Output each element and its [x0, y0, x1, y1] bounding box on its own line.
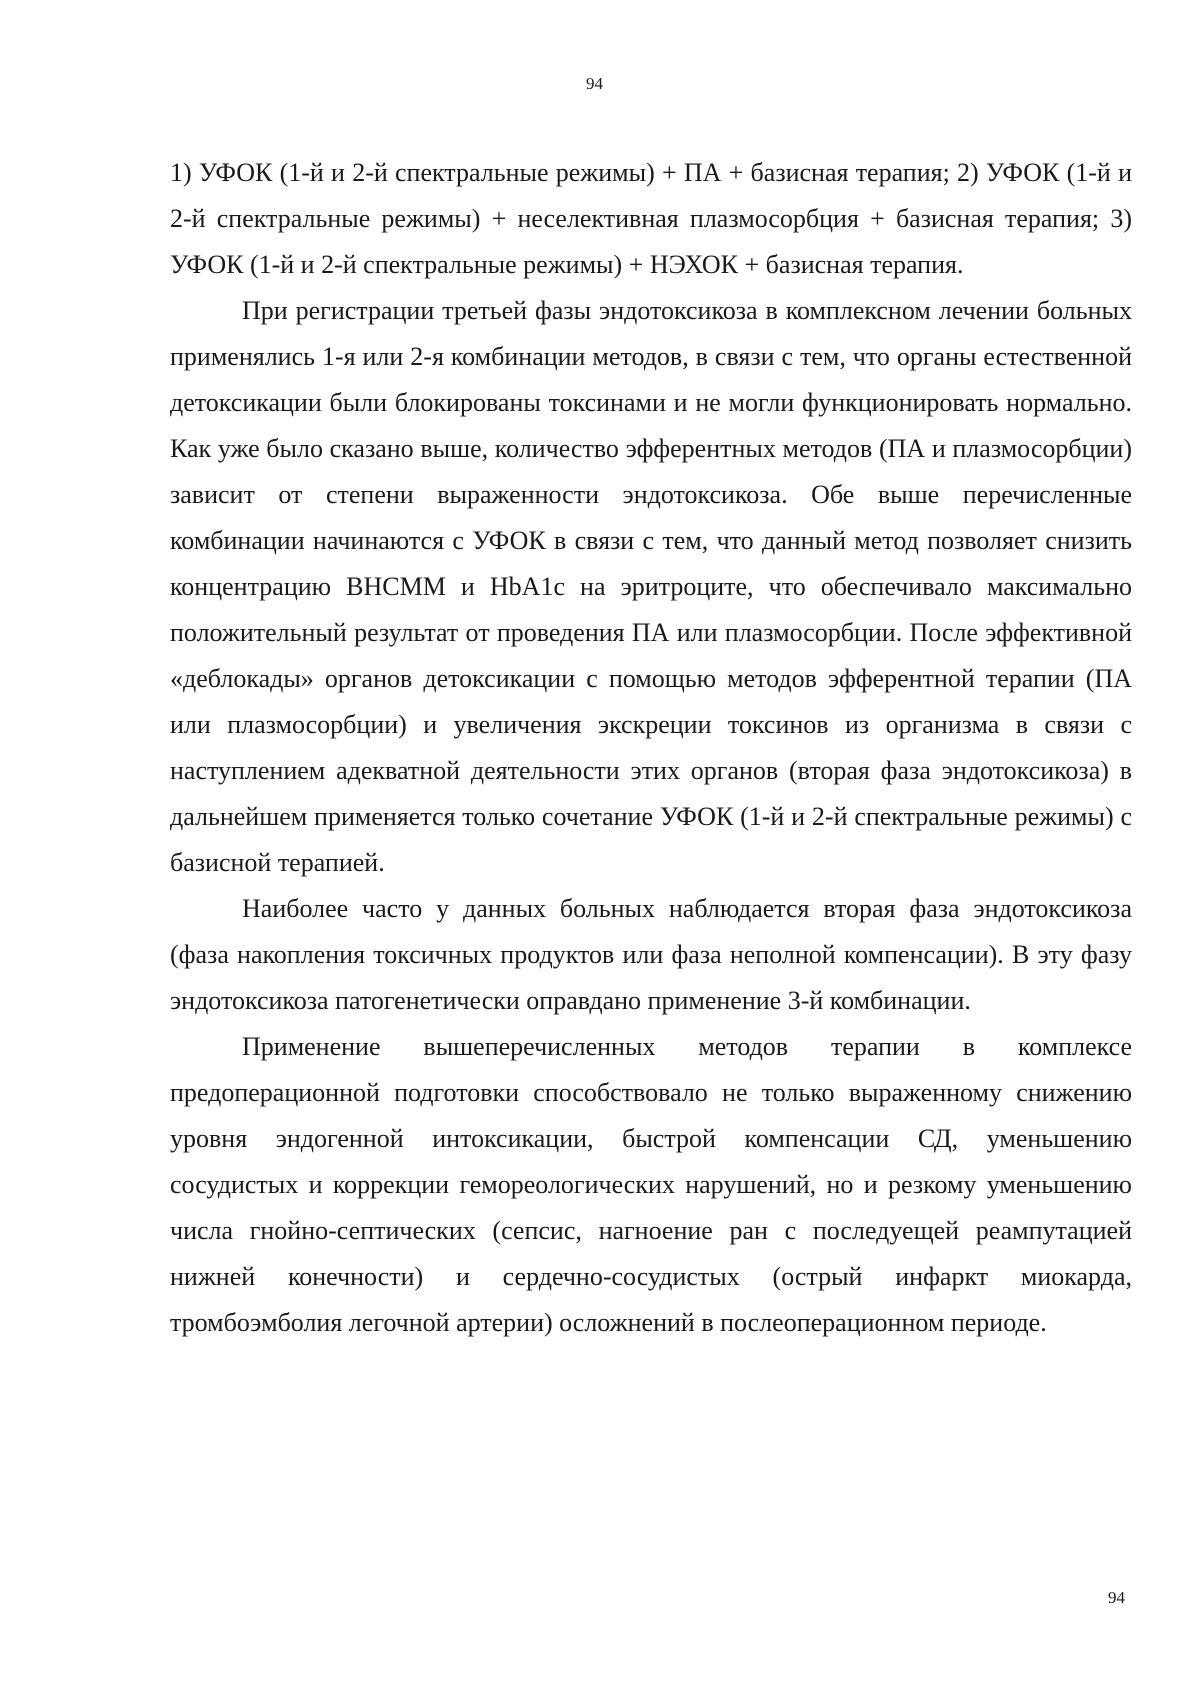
document-body [170, 150, 1132, 1346]
paragraph-3: Наиболее часто у данных больных наблюдается вторая фаза эндотоксикоза (фаза накопления токсичных продуктов или фаза неполной компенсации). В эту фазу эндотоксикоза патогенетически оправдано применение 3-й комбинации. [170, 894, 1132, 1015]
paragraph-2: При регистрации третьей фазы эндотоксикоза в комплексном лечении больных применялись 1-я или 2-я комбинации методов, в связи с тем, что органы естественной детоксикации были блокированы токсинами и не могли функционировать нормально. Как уже было сказано выше, количество эфферентных методов (ПА и плазмосорбции) зависит от степени выраженности эндотоксикоза. Обе выше перечисленные комбинации начинаются с УФОК в связи с тем, что данный метод позволяет снизить концентрацию ВНСММ и HbA1c на эритроците, что обеспечивало максимально положительный результат от проведения ПА или плазмосорбции. После эффективной «деблокады» органов детоксикации с помощью методов эфферентной терапии (ПА или плазмосорбции) и увеличения экскреции токсинов из организма в связи с наступлением адекватной деятельности этих органов (вторая фаза эндотоксикоза) в дальнейшем применяется только сочетание УФОК (1-й и 2-й спектральные режимы) с базисной терапией. [170, 296, 1132, 877]
paragraph-1: 1) УФОК (1-й и 2-й спектральные режимы) + ПА + базисная терапия; 2) УФОК (1-й и 2-й спектральные режимы) + неселективная плазмосорбция + базисная терапия; 3) УФОК (1-й и 2-й спектральные режимы) + НЭХОК + базисная терапия. [170, 158, 1132, 279]
page-number-top: 94 [586, 74, 603, 93]
paragraph-4: Применение вышеперечисленных методов терапии в комплексе предоперационной подготовки способствовало не только выраженному снижению уровня эндогенной интоксикации, быстрой компенсации СД, уменьшению сосудистых и коррекции гемореологических нарушений, но и резкому уменьшению числа гнойно-септических (сепсис, нагноение ран с последуещей реампутацией нижней конечности) и сердечно-сосудистых (острый инфаркт миокарда, тромбоэмболия легочной артерии) осложнений в послеоперационном периоде. [170, 1032, 1132, 1337]
page-number-bottom: 94 [1108, 1588, 1125, 1607]
